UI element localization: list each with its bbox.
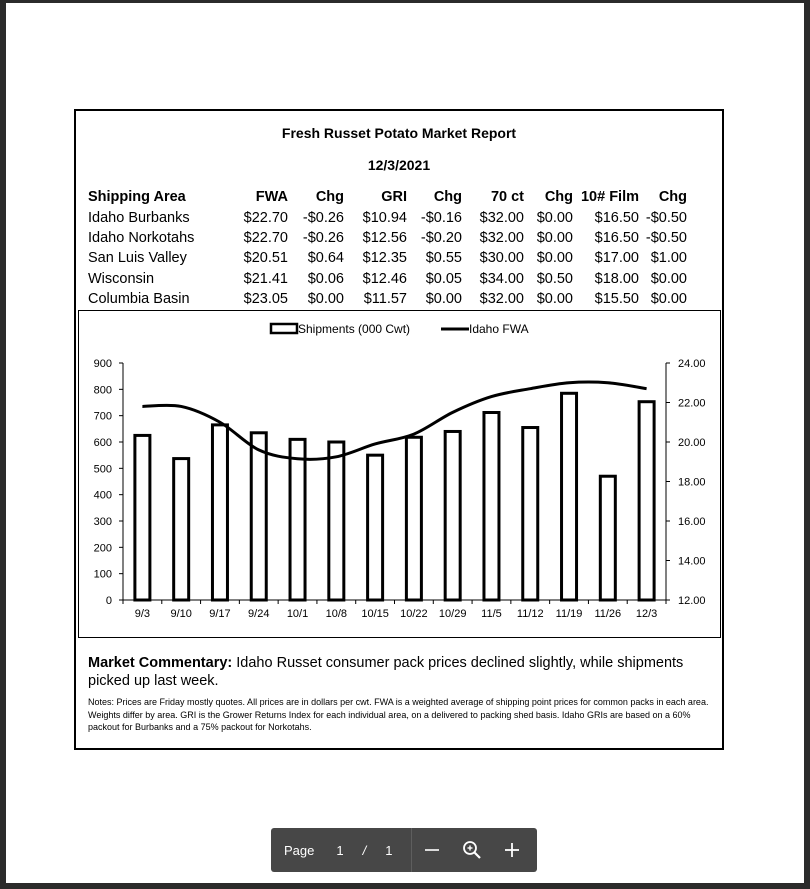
price-cell: $12.46 — [362, 270, 407, 287]
x-tick-label: 10/1 — [286, 608, 309, 620]
left-tick-label: 200 — [93, 542, 112, 555]
price-table — [88, 187, 687, 309]
price-cell: $0.64 — [307, 250, 344, 267]
price-cell: $1.00 — [650, 250, 687, 267]
table-header: FWA — [255, 189, 288, 206]
price-cell: $0.50 — [536, 270, 573, 287]
price-cell: $0.00 — [425, 291, 462, 308]
x-tick-label: 12/3 — [635, 608, 658, 620]
price-cell: $32.00 — [479, 229, 524, 246]
price-cell: $0.00 — [536, 209, 573, 226]
x-tick-label: 10/8 — [325, 608, 348, 620]
legend-label-fwa: Idaho FWA — [469, 322, 529, 336]
zoom-out-button[interactable] — [412, 828, 452, 872]
zoom-out-icon — [424, 842, 440, 858]
price-cell: -$0.26 — [302, 209, 344, 226]
left-tick-label: 700 — [93, 410, 112, 423]
pdf-toolbar — [271, 828, 537, 872]
price-cell: $11.57 — [363, 291, 407, 308]
left-tick-label: 100 — [93, 568, 112, 581]
page-label: Page — [284, 842, 315, 858]
shipment-bar — [368, 455, 383, 600]
zoom-in-button[interactable] — [492, 828, 532, 872]
price-cell: $0.05 — [425, 270, 462, 287]
legend-swatch-shipments — [271, 324, 297, 333]
price-cell: $30.00 — [479, 250, 524, 267]
table-row — [88, 207, 687, 227]
right-tick-label: 12.00 — [678, 595, 706, 607]
x-tick-label: 11/12 — [516, 608, 544, 620]
shipment-bar — [445, 431, 460, 600]
report-notes: Notes: Prices are Friday mostly quotes. All prices are in dollars per cwt. FWA is a weighted average of shipping point prices for common packs in each area. Weights differ by area. GRI is the Grower Returns Index for each individual area, on a delivered to packing shed basis. Idaho GRIs are based on a 60% packout for Burbanks and a 75% packout for Norkotahs. — [88, 697, 709, 732]
left-tick-label: 500 — [93, 463, 112, 476]
x-tick-label: 10/29 — [438, 608, 467, 620]
price-cell: $32.00 — [479, 291, 524, 308]
price-cell: $16.50 — [594, 209, 639, 226]
commentary-text: Idaho Russet consumer pack prices declined slightly, while shipments picked up last week. — [88, 655, 684, 689]
price-cell: $12.35 — [362, 250, 407, 267]
price-cell: $0.55 — [425, 250, 462, 267]
zoom-fit-icon — [462, 840, 482, 860]
left-tick-label: 0 — [105, 595, 112, 607]
x-tick-label: 9/3 — [134, 608, 151, 620]
legend-label-shipments: Shipments (000 Cwt) — [298, 322, 411, 336]
price-cell: $0.00 — [650, 270, 687, 287]
right-tick-label: 22.00 — [678, 397, 706, 410]
zoom-fit-button[interactable] — [452, 828, 492, 872]
right-tick-label: 18.00 — [678, 476, 706, 489]
price-cell: -$0.20 — [420, 229, 462, 246]
shipment-bar — [600, 476, 615, 600]
price-cell: $15.50 — [594, 291, 639, 308]
price-cell: $21.41 — [243, 270, 288, 287]
price-cell: $0.00 — [536, 229, 573, 246]
left-tick-label: 400 — [93, 489, 112, 502]
x-tick-label: 11/26 — [594, 608, 622, 620]
x-tick-label: 9/24 — [248, 608, 270, 620]
price-cell: $12.56 — [362, 229, 407, 246]
shipment-bar — [174, 459, 189, 600]
shipment-bar — [523, 428, 538, 600]
price-cell: $0.00 — [536, 250, 573, 267]
commentary-label: Market Commentary: — [88, 655, 233, 671]
shipping-area-cell: Wisconsin — [88, 270, 155, 287]
shipment-bar — [329, 442, 344, 600]
page-separator: / — [362, 842, 367, 858]
table-row — [88, 248, 687, 268]
price-cell: $0.00 — [536, 291, 573, 308]
x-tick-label: 11/19 — [555, 608, 583, 620]
table-header: Shipping Area — [88, 189, 186, 206]
table-header: 70 ct — [490, 189, 524, 206]
chart-svg — [79, 311, 720, 637]
table-header: Chg — [433, 189, 462, 206]
price-cell: $0.00 — [307, 291, 344, 308]
report-date: 12/3/2021 — [367, 157, 431, 173]
x-tick-label: 9/10 — [170, 608, 192, 620]
price-cell: $22.70 — [243, 209, 288, 226]
shipping-area-cell: Idaho Burbanks — [88, 209, 190, 226]
price-cell: -$0.50 — [645, 209, 687, 226]
table-row — [88, 228, 687, 248]
table-header-row — [88, 187, 687, 207]
report-title: Fresh Russet Potato Market Report — [281, 125, 517, 141]
price-cell: -$0.50 — [645, 229, 687, 246]
shipment-bar — [212, 425, 227, 600]
shipment-bar — [251, 433, 266, 600]
price-cell: -$0.16 — [420, 209, 462, 226]
shipping-area-cell: Idaho Norkotahs — [88, 229, 195, 246]
x-tick-label: 9/17 — [209, 608, 231, 620]
zoom-in-icon — [504, 842, 520, 858]
left-tick-label: 300 — [93, 516, 112, 528]
price-cell: $18.00 — [594, 270, 639, 287]
price-cell: $16.50 — [594, 229, 639, 246]
price-cell: $0.06 — [307, 270, 344, 287]
shipment-bar — [484, 413, 499, 600]
price-cell: $22.70 — [243, 229, 288, 246]
table-header: GRI — [381, 189, 407, 206]
x-tick-label: 11/5 — [481, 608, 502, 620]
table-header: Chg — [658, 189, 687, 206]
left-tick-label: 800 — [93, 384, 112, 397]
shipment-bar — [290, 439, 305, 600]
table-row — [88, 289, 687, 309]
shipment-bar — [639, 402, 654, 600]
price-cell: $23.05 — [243, 291, 288, 308]
right-tick-label: 16.00 — [678, 516, 706, 528]
price-cell: $0.00 — [650, 291, 687, 308]
price-cell: $10.94 — [362, 209, 407, 226]
shipment-bar — [562, 393, 577, 600]
shipping-area-cell: Columbia Basin — [88, 291, 190, 308]
price-cell: $32.00 — [479, 209, 524, 226]
right-tick-label: 24.00 — [678, 358, 706, 370]
total-pages: 1 — [385, 842, 393, 858]
right-tick-label: 14.00 — [678, 555, 706, 568]
shipment-bar — [406, 437, 421, 600]
table-row — [88, 269, 687, 289]
shipment-bar — [135, 435, 150, 600]
shipping-area-cell: San Luis Valley — [88, 250, 187, 267]
table-header: Chg — [315, 189, 344, 206]
report-frame — [74, 109, 724, 750]
price-cell: $20.51 — [243, 250, 288, 267]
x-tick-label: 10/22 — [400, 608, 428, 620]
price-cell: $17.00 — [594, 250, 639, 267]
table-header: Chg — [544, 189, 573, 206]
current-page-input[interactable]: 1 — [336, 842, 344, 858]
shipments-fwa-chart — [78, 310, 721, 638]
price-cell: -$0.26 — [302, 229, 344, 246]
price-cell: $34.00 — [479, 270, 524, 287]
left-tick-label: 600 — [93, 437, 112, 449]
market-commentary — [88, 654, 708, 690]
pdf-page — [6, 3, 804, 883]
left-tick-label: 900 — [93, 358, 112, 370]
x-tick-label: 10/15 — [361, 608, 389, 620]
table-header: 10# Film — [580, 189, 639, 206]
right-tick-label: 20.00 — [678, 437, 706, 449]
